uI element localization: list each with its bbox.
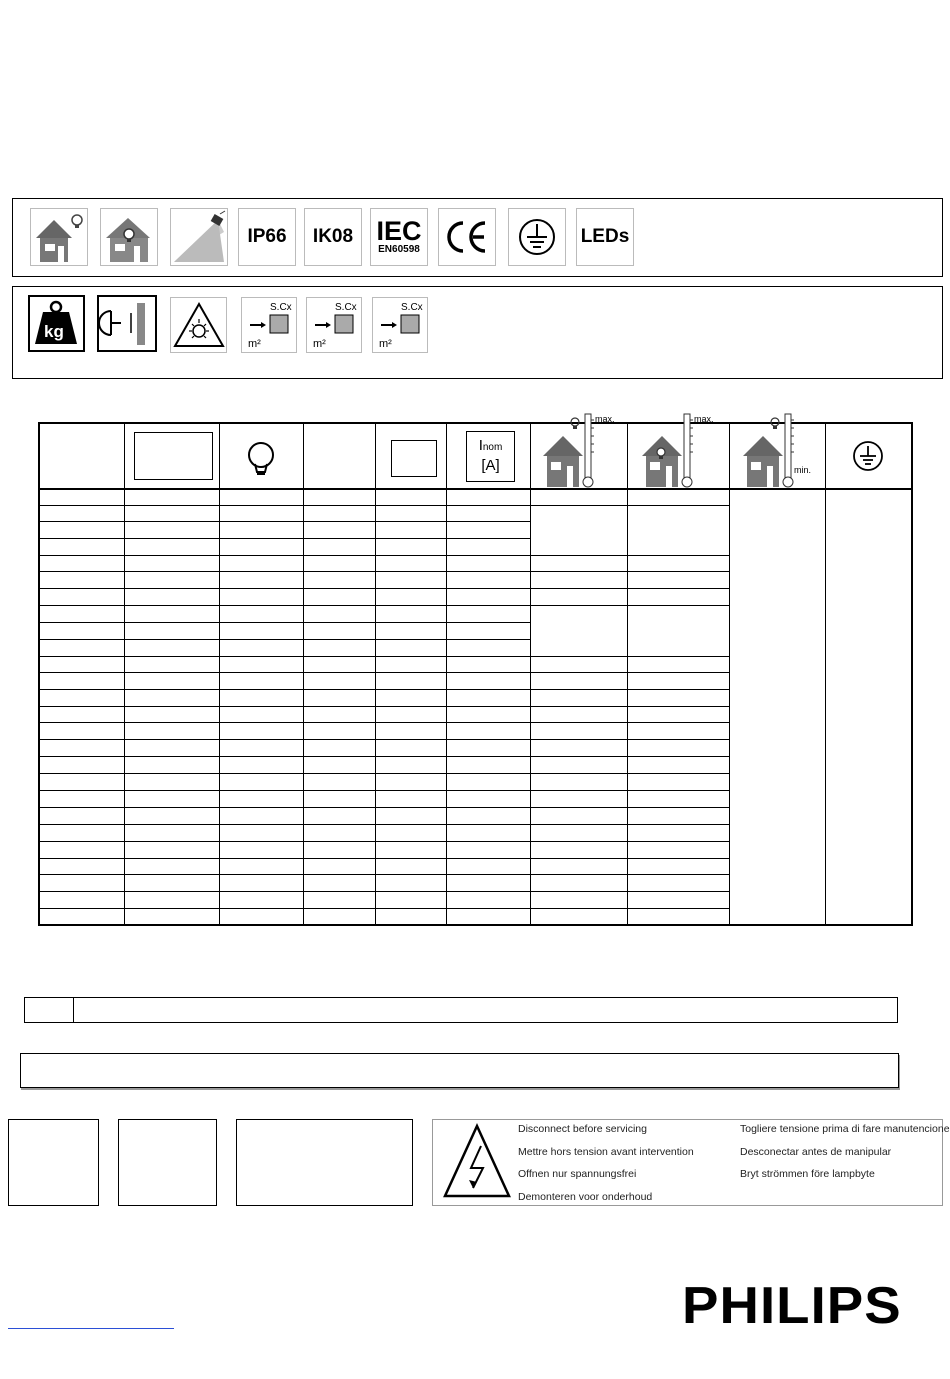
bottom-box-2 [118,1119,217,1206]
table-row-line [38,773,530,774]
table-col-line [446,422,447,926]
table-row-line [38,571,530,572]
table-row-line [530,773,729,774]
table-row-line [530,706,729,707]
warning-text-it: Togliere tensione prima di fare manutencione [740,1123,950,1135]
warning-text-en: Disconnect before servicing [518,1123,647,1135]
table-row-line [38,505,530,506]
table-col-line [124,422,125,926]
bottom-box-1 [8,1119,99,1206]
weight-kg-icon: kg [28,295,85,352]
table-col-line [530,422,531,926]
max-temp-bulb-icon: max. [640,410,720,490]
table-col-line [375,422,376,926]
table-row-line [38,908,530,909]
table-row-line [38,555,530,556]
table-col-line [219,422,220,926]
table-row-line [530,874,729,875]
table-row-line [530,841,729,842]
table-row-line [530,571,729,572]
table-row-line [38,689,530,690]
table-row-line [530,588,729,589]
table-row-line [530,739,729,740]
table-col-line [825,422,826,926]
info-bar-1-divider [73,998,74,1022]
table-row-line [530,656,729,657]
table-row-line [38,807,530,808]
header-blank-box-1 [134,432,213,480]
footer-link-underline[interactable] [8,1328,174,1329]
ip-rating-icon: IP66 [238,208,296,266]
table-row-line [530,672,729,673]
table-row-line [38,672,530,673]
table-row-line [530,824,729,825]
beam-light-icon [170,208,228,266]
table-row-line [38,824,530,825]
warning-text-fr: Mettre hors tension avant intervention [518,1146,694,1158]
table-row-line [38,588,530,589]
table-row-line [38,521,530,522]
table-row-line [38,841,530,842]
table-row-line [38,739,530,740]
table-row-line [38,639,530,640]
earth-ground-icon [508,208,566,266]
ce-mark-glyph [443,219,491,255]
table-row-line [38,874,530,875]
iec-icon: IEC EN60598 [370,208,428,266]
table-col-line [729,422,730,926]
warning-text-nl: Demonteren voor onderhoud [518,1191,653,1203]
specs-table [38,422,913,926]
table-row-line [38,858,530,859]
table-row-line [38,706,530,707]
table-row-line [38,622,530,623]
earth-ground-header-icon [852,440,884,472]
table-row-line [38,790,530,791]
info-bar-2 [20,1053,899,1088]
light-warning-icon [170,297,227,353]
min-temp-icon: min. [741,410,821,490]
inom-header: Inom [A] [466,431,515,482]
table-header-line [38,488,913,490]
table-row-line [530,689,729,690]
table-col-line [627,422,628,926]
surface-area-icon-3: S.Cx m² [372,297,428,353]
table-row-line [38,756,530,757]
high-voltage-warning-icon [441,1122,513,1200]
table-row-line [38,538,530,539]
info-bar-1 [24,997,898,1023]
table-row-line [530,555,729,556]
table-row-line [38,722,530,723]
table-row-line [530,605,729,606]
ce-mark-icon [438,208,496,266]
table-row-line [38,891,530,892]
indoor-lamp-icon [30,208,88,266]
ik-rating-icon: IK08 [304,208,362,266]
table-row-line [530,505,729,506]
header-blank-box-2 [391,440,437,477]
bottom-box-3 [236,1119,413,1206]
warning-text-sv: Bryt strömmen före lampbyte [740,1168,875,1180]
wall-distance-icon [97,295,157,352]
table-row-line [530,722,729,723]
table-col-line [303,422,304,926]
bulb-icon [246,440,276,482]
warning-text-de: Offnen nur spannungsfrei [518,1168,637,1180]
table-row-line [530,858,729,859]
table-row-line [530,790,729,791]
table-row-line [38,605,530,606]
table-row-line [530,807,729,808]
indoor-bulb-icon [100,208,158,266]
table-row-line [530,891,729,892]
philips-logo: PHILIPS [682,1277,902,1335]
warning-text-es: Desconectar antes de manipular [740,1146,892,1158]
table-row-line [38,656,530,657]
table-row-line [530,908,729,909]
surface-area-icon-2: S.Cx m² [306,297,362,353]
max-temp-lamp-icon: max. [541,410,621,490]
leds-icon: LEDs [576,208,634,266]
table-row-line [530,756,729,757]
surface-area-icon-1: S.Cx m² [241,297,297,353]
